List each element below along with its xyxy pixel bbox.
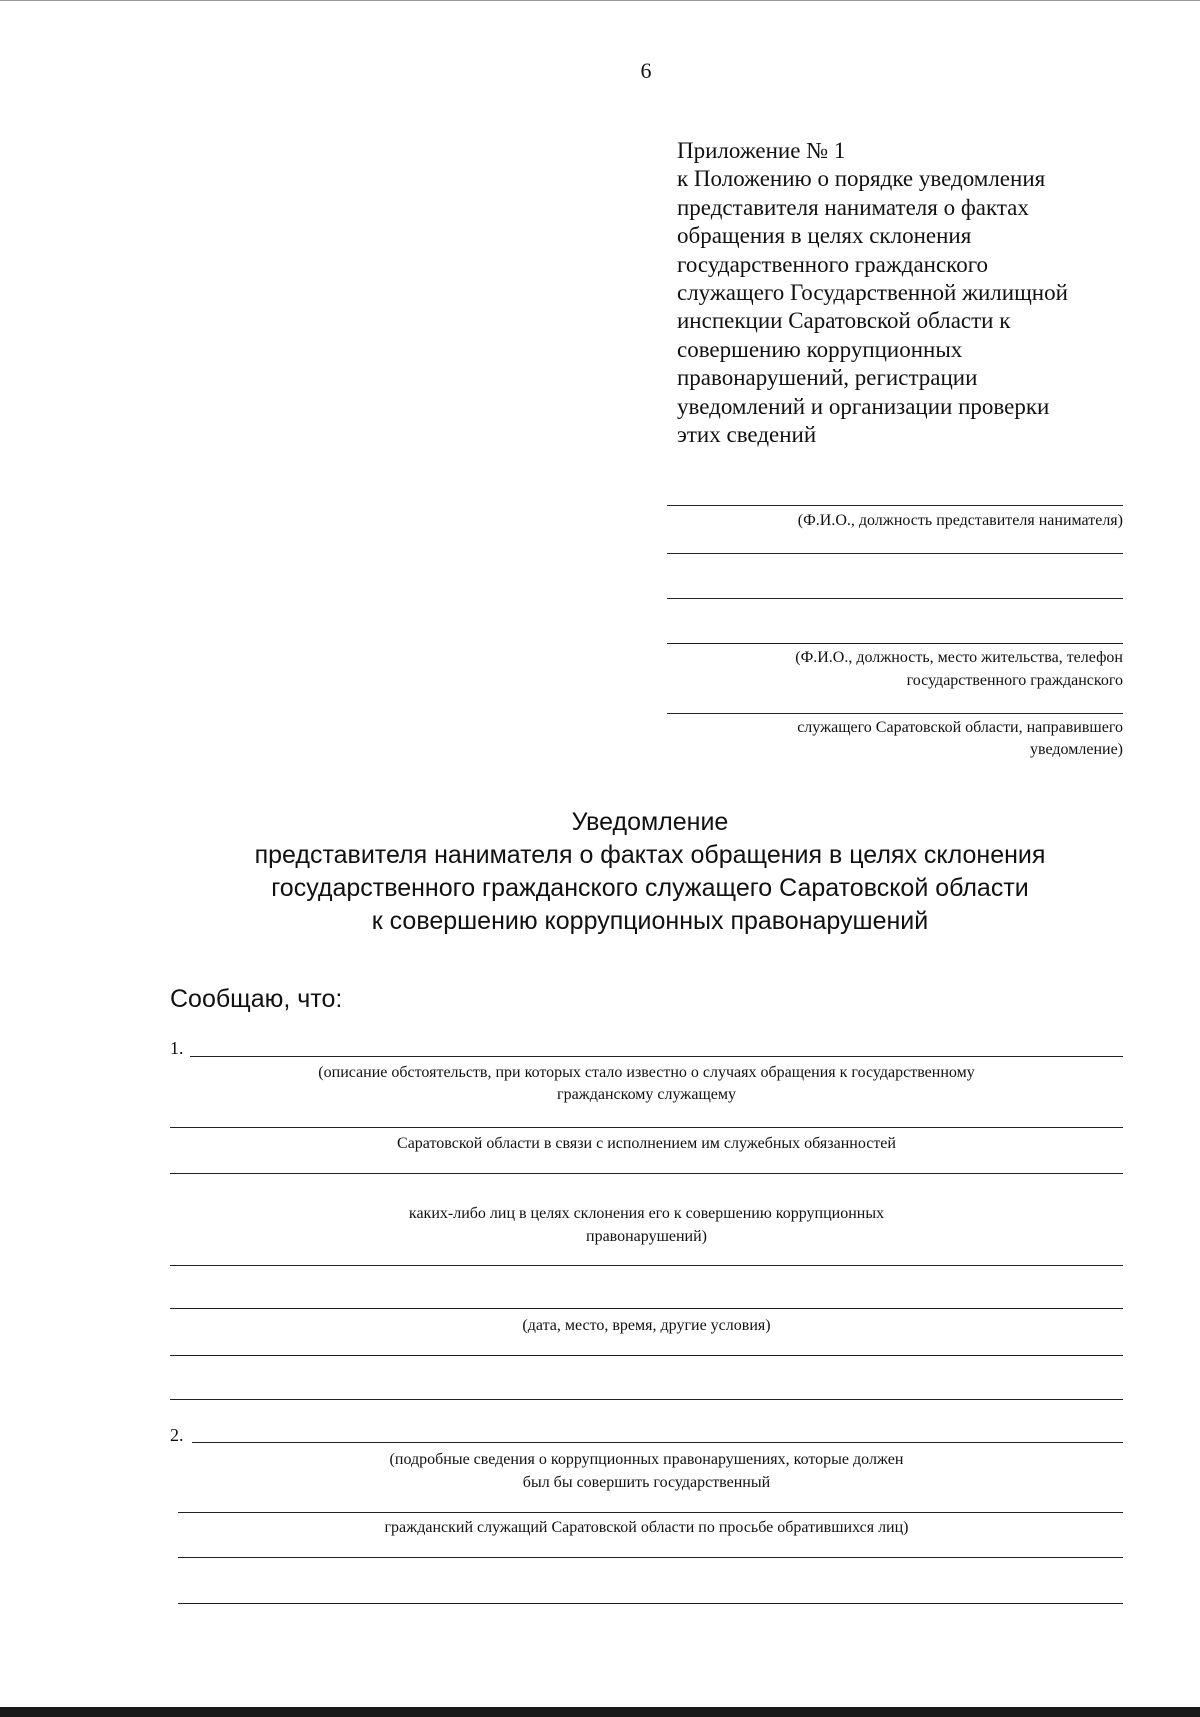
item1-field-line[interactable] bbox=[170, 1265, 1123, 1266]
title-line: Уведомление bbox=[571, 808, 729, 836]
appendix-line: Приложение № 1 bbox=[677, 138, 846, 163]
item1-field-line[interactable] bbox=[190, 1056, 1123, 1057]
item2-caption: (подробные сведения о коррупционных правонарушениях, которые должен bbox=[389, 1451, 904, 1468]
employee-field-line[interactable] bbox=[667, 598, 1123, 599]
item1-caption: (описание обстоятельств, при которых стало известно о случаях обращения к государственному bbox=[318, 1064, 975, 1081]
employee-field-caption: служащего Саратовской области, направившего bbox=[797, 719, 1123, 736]
employee-field-caption: государственного гражданского bbox=[906, 672, 1123, 689]
appendix-line: совершению коррупционных bbox=[677, 336, 963, 362]
item1-field-line[interactable] bbox=[170, 1355, 1123, 1356]
appendix-line: этих сведений bbox=[677, 422, 817, 448]
item1-field-line[interactable] bbox=[170, 1399, 1123, 1400]
item2-caption: был бы совершить государственный bbox=[522, 1474, 771, 1491]
document-title bbox=[150, 806, 1150, 938]
appendix-line: государственного гражданского bbox=[677, 251, 989, 277]
employee-field-line-2[interactable] bbox=[667, 643, 1123, 644]
appendix-line: правонарушений, регистрации bbox=[677, 365, 978, 391]
employer-field-line[interactable] bbox=[667, 505, 1123, 506]
appendix-line: к Положению о порядке уведомления bbox=[677, 166, 1046, 192]
report-label: Сообщаю, что: bbox=[170, 985, 343, 1013]
employee-field-caption: (Ф.И.О., должность, место жительства, телефон bbox=[795, 649, 1123, 666]
title-line: государственного гражданского служащего Саратовской области bbox=[271, 874, 1029, 902]
item2-field-line[interactable] bbox=[178, 1603, 1123, 1604]
appendix-line: инспекции Саратовской области к bbox=[677, 308, 1011, 334]
item-number: 1. bbox=[170, 1038, 184, 1058]
item1-caption: Саратовской области в связи с исполнением им служебных обязанностей bbox=[397, 1135, 896, 1152]
item1-field-line[interactable] bbox=[170, 1308, 1123, 1309]
scan-bottom-edge bbox=[0, 1707, 1200, 1717]
title-line: представителя нанимателя о фактах обращения в целях склонения bbox=[254, 841, 1046, 869]
appendix-line: представителя нанимателя о фактах bbox=[677, 194, 1029, 220]
appendix-line: уведомлений и организации проверки bbox=[677, 393, 1050, 419]
item1-caption: гражданскому служащему bbox=[557, 1086, 736, 1103]
item2-caption: гражданский служащий Саратовской области по просьбе обратившихся лиц) bbox=[384, 1519, 909, 1536]
page-number: 6 bbox=[640, 58, 652, 83]
top-edge-rule bbox=[0, 0, 1200, 1]
item1-field-line[interactable] bbox=[170, 1127, 1123, 1128]
appendix-line: служащего Государственной жилищной bbox=[677, 280, 1068, 306]
employer-field-line-2[interactable] bbox=[667, 553, 1123, 554]
employee-field-line-3[interactable] bbox=[667, 713, 1123, 714]
item1-field-line[interactable] bbox=[170, 1173, 1123, 1174]
item1-caption: правонарушений) bbox=[586, 1228, 707, 1245]
item2-field-line[interactable] bbox=[178, 1512, 1123, 1513]
title-line: к совершению коррупционных правонарушений bbox=[371, 907, 929, 935]
employee-field-caption: уведомление) bbox=[1030, 741, 1123, 758]
item-number: 2. bbox=[170, 1425, 184, 1445]
employer-field-caption: (Ф.И.О., должность представителя нанимателя) bbox=[797, 512, 1123, 529]
item2-field-line[interactable] bbox=[192, 1442, 1123, 1443]
item1-caption: каких-либо лиц в целях склонения его к совершению коррупционных bbox=[408, 1205, 885, 1222]
appendix-line: обращения в целях склонения bbox=[677, 223, 972, 249]
item1-caption: (дата, место, время, другие условия) bbox=[522, 1317, 771, 1334]
item2-field-line[interactable] bbox=[178, 1557, 1123, 1558]
appendix-reference bbox=[677, 137, 1117, 449]
